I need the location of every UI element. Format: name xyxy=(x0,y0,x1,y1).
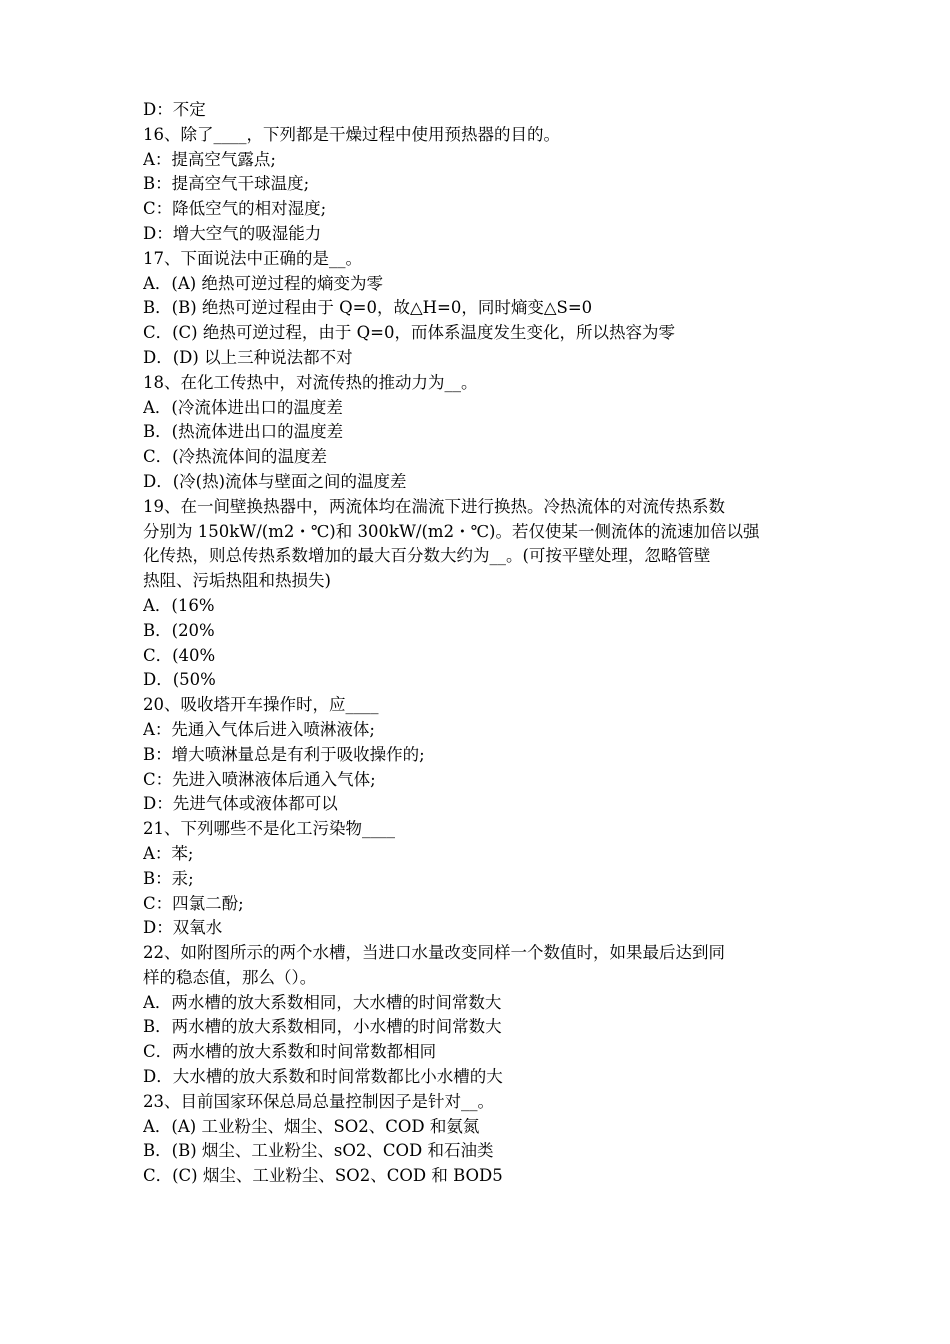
option-line: B．(20% xyxy=(143,620,215,640)
option-line: A．(冷流体进出口的温度差 xyxy=(143,397,343,417)
option-line: D．大水槽的放大系数和时间常数都比小水槽的大 xyxy=(143,1067,503,1087)
option-line: A：苯; xyxy=(143,843,194,863)
option-line: A．两水槽的放大系数相同，大水槽的时间常数大 xyxy=(143,992,502,1012)
option-line: D．(冷(热)流体与壁面之间的温度差 xyxy=(143,471,407,491)
option-line: C．(40% xyxy=(143,645,216,665)
option-line: D：双氧水 xyxy=(143,918,223,938)
option-line: C．(冷热流体间的温度差 xyxy=(143,447,328,467)
option-line: B：汞; xyxy=(143,868,194,888)
question-22: 22、如附图所示的两个水槽，当进口水量改变同样一个数值时，如果最后达到同 xyxy=(143,943,725,963)
option-line: C：降低空气的相对湿度; xyxy=(143,199,327,219)
question-19-cont: 化传热，则总传热系数增加的最大百分数大约为__。(可按平壁处理，忽略管壁 xyxy=(143,546,711,566)
option-line: B：增大喷淋量总是有利于吸收操作的; xyxy=(143,744,425,764)
option-line: A．(A) 工业粉尘、烟尘、SO2、COD 和氨氮 xyxy=(143,1116,480,1136)
option-line: B．(B) 绝热可逆过程由于 Q=0，故△H=0，同时熵变△S=0 xyxy=(143,298,593,318)
option-line: B．(热流体进出口的温度差 xyxy=(143,422,344,442)
option-line: D：增大空气的吸湿能力 xyxy=(143,223,322,243)
question-17: 17、下面说法中正确的是__。 xyxy=(143,248,362,268)
option-line: B：提高空气干球温度; xyxy=(143,174,310,194)
option-line: C．(C) 绝热可逆过程，由于 Q=0，而体系温度发生变化，所以热容为零 xyxy=(143,323,675,343)
question-19: 19、在一间壁换热器中，两流体均在湍流下进行换热。冷热流体的对流传热系数 xyxy=(143,496,725,516)
option-line: D．(D) 以上三种说法都不对 xyxy=(143,347,353,367)
question-23: 23、目前国家环保总局总量控制因子是针对__。 xyxy=(143,1091,494,1111)
option-line: D：不定 xyxy=(143,100,206,119)
option-line: D．(50% xyxy=(143,670,216,690)
option-line: C：四氯二酚; xyxy=(143,893,244,913)
question-21: 21、下列哪些不是化工污染物____ xyxy=(143,819,395,839)
option-line: C．两水槽的放大系数和时间常数都相同 xyxy=(143,1042,437,1062)
question-16: 16、除了____，下列都是干燥过程中使用预热器的目的。 xyxy=(143,124,560,144)
option-line: C：先进入喷淋液体后通入气体; xyxy=(143,769,376,789)
option-line: C．(C) 烟尘、工业粉尘、SO2、COD 和 BOD5 xyxy=(143,1166,503,1186)
option-line: A．(A) 绝热可逆过程的熵变为零 xyxy=(143,273,383,293)
option-line: A：提高空气露点; xyxy=(143,149,276,169)
option-line: B．两水槽的放大系数相同，小水槽的时间常数大 xyxy=(143,1017,502,1037)
option-line: A．(16% xyxy=(143,595,215,615)
question-22-cont: 样的稳态值，那么（）。 xyxy=(143,967,317,987)
question-18: 18、在化工传热中，对流传热的推动力为__。 xyxy=(143,372,478,392)
document-body xyxy=(143,98,813,1189)
question-20: 20、吸收塔开车操作时，应____ xyxy=(143,695,379,715)
option-line: D：先进气体或液体都可以 xyxy=(143,794,338,814)
option-line: B．(B) 烟尘、工业粉尘、sO2、COD 和石油类 xyxy=(143,1141,494,1161)
option-line: A：先通入气体后进入喷淋液体; xyxy=(143,719,375,739)
question-19-cont: 热阻、污垢热阻和热损失) xyxy=(143,571,331,591)
question-19-cont: 分别为 150kW/(m2・℃)和 300kW/(m2・℃)。若仅使某一侧流体的流速加倍以强 xyxy=(143,521,760,541)
